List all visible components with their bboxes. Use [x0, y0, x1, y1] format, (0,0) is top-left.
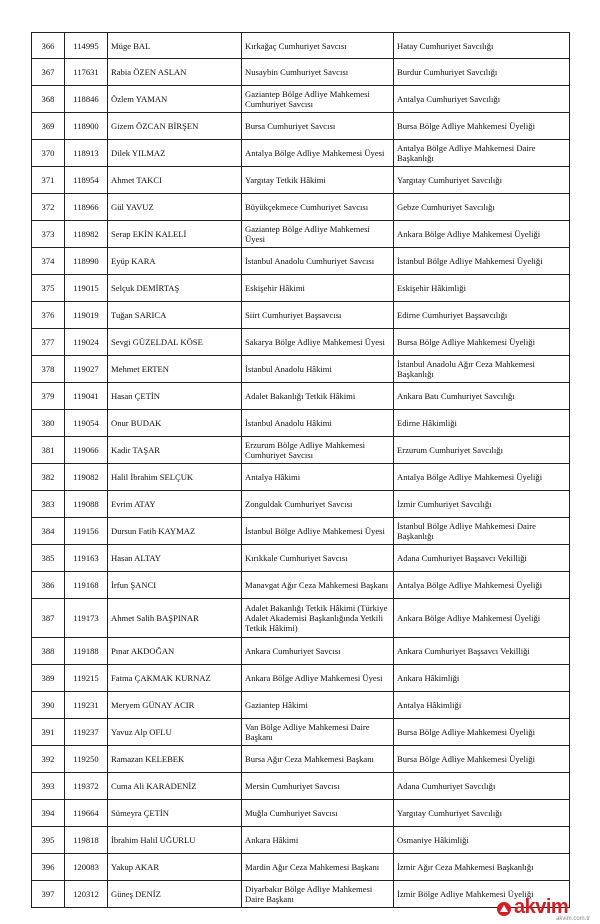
cell-registry-number: 119088 [65, 491, 108, 518]
table-row [32, 599, 570, 638]
table-row [32, 545, 570, 572]
cell-row-number: 388 [32, 638, 65, 665]
cell-full-name: Mehmet ERTEN [108, 356, 242, 383]
table-row [32, 33, 570, 59]
cell-full-name: Fatma ÇAKMAK KURNAZ [108, 665, 242, 692]
cell-current-position: Erzurum Bölge Adliye Mahkemesi Cumhuriyet Savcısı [242, 437, 394, 464]
cell-new-position: Adana Cumhuriyet Savcılığı [394, 773, 570, 800]
cell-registry-number: 119168 [65, 572, 108, 599]
cell-registry-number: 119041 [65, 383, 108, 410]
cell-new-position: İstanbul Bölge Adliye Mahkemesi Daire Başkanlığı [394, 518, 570, 545]
cell-new-position: Yargıtay Cumhuriyet Savcılığı [394, 167, 570, 194]
cell-current-position: Muğla Cumhuriyet Savcısı [242, 800, 394, 827]
cell-row-number: 377 [32, 329, 65, 356]
cell-current-position: Zonguldak Cumhuriyet Savcısı [242, 491, 394, 518]
table-row [32, 464, 570, 491]
cell-registry-number: 117631 [65, 59, 108, 86]
table-row [32, 140, 570, 167]
cell-full-name: Hasan ALTAY [108, 545, 242, 572]
cell-current-position: Van Bölge Adliye Mahkemesi Daire Başkanı [242, 719, 394, 746]
cell-full-name: Cuma Ali KARADENİZ [108, 773, 242, 800]
cell-registry-number: 119027 [65, 356, 108, 383]
cell-registry-number: 119054 [65, 410, 108, 437]
cell-full-name: Dilek YILMAZ [108, 140, 242, 167]
cell-new-position: İzmir Bölge Adliye Mahkemesi Üyeliği [394, 881, 570, 908]
cell-registry-number: 119372 [65, 773, 108, 800]
cell-registry-number: 119019 [65, 302, 108, 329]
cell-registry-number: 118966 [65, 194, 108, 221]
cell-new-position: İstanbul Anadolu Ağır Ceza Mahkemesi Başkanlığı [394, 356, 570, 383]
cell-current-position: Gaziantep Bölge Adliye Mahkemesi Üyesi [242, 221, 394, 248]
cell-new-position: Hatay Cumhuriyet Savcılığı [394, 33, 570, 59]
cell-current-position: Antalya Hâkimi [242, 464, 394, 491]
cell-row-number: 379 [32, 383, 65, 410]
cell-new-position: Adana Cumhuriyet Başsavcı Vekilliği [394, 545, 570, 572]
cell-current-position: Gaziantep Hâkimi [242, 692, 394, 719]
cell-full-name: Yavuz Alp OFLU [108, 719, 242, 746]
cell-current-position: Nusaybin Cumhuriyet Savcısı [242, 59, 394, 86]
table-row [32, 746, 570, 773]
cell-current-position: Adalet Bakanlığı Tetkik Hâkimi (Türkiye Adalet Akademisi Başkanlığında Yetkili Tetkik Hâkimi) [242, 599, 394, 638]
cell-new-position: Bursa Bölge Adliye Mahkemesi Üyeliği [394, 113, 570, 140]
cell-new-position: Bursa Bölge Adliye Mahkemesi Üyeliği [394, 329, 570, 356]
cell-current-position: Ankara Hâkimi [242, 827, 394, 854]
table-row [32, 719, 570, 746]
cell-row-number: 381 [32, 437, 65, 464]
cell-row-number: 385 [32, 545, 65, 572]
cell-row-number: 393 [32, 773, 65, 800]
cell-row-number: 384 [32, 518, 65, 545]
cell-full-name: Onur BUDAK [108, 410, 242, 437]
cell-full-name: Dursun Fatih KAYMAZ [108, 518, 242, 545]
cell-full-name: Ahmet Salih BAŞPINAR [108, 599, 242, 638]
table-row [32, 329, 570, 356]
cell-full-name: Selçuk DEMİRTAŞ [108, 275, 242, 302]
table-row [32, 638, 570, 665]
cell-row-number: 383 [32, 491, 65, 518]
cell-full-name: Güneş DENİZ [108, 881, 242, 908]
cell-row-number: 394 [32, 800, 65, 827]
cell-row-number: 375 [32, 275, 65, 302]
cell-full-name: Sevgi GÜZELDAL KÖSE [108, 329, 242, 356]
appointment-table [31, 32, 570, 908]
cell-registry-number: 119250 [65, 746, 108, 773]
table-row [32, 773, 570, 800]
cell-current-position: Kırıkkale Cumhuriyet Savcısı [242, 545, 394, 572]
cell-full-name: Ramazan KELEBEK [108, 746, 242, 773]
cell-row-number: 386 [32, 572, 65, 599]
cell-new-position: Bursa Bölge Adliye Mahkemesi Üyeliği [394, 719, 570, 746]
cell-full-name: Evrim ATAY [108, 491, 242, 518]
cell-full-name: Serap EKİN KALELİ [108, 221, 242, 248]
cell-row-number: 373 [32, 221, 65, 248]
brand-mark-icon [496, 901, 512, 917]
cell-row-number: 369 [32, 113, 65, 140]
table-row [32, 881, 570, 908]
cell-full-name: Kadir TAŞAR [108, 437, 242, 464]
cell-full-name: Özlem YAMAN [108, 86, 242, 113]
cell-row-number: 378 [32, 356, 65, 383]
table-row [32, 437, 570, 464]
table-row [32, 302, 570, 329]
cell-new-position: Antalya Hâkimliği [394, 692, 570, 719]
cell-current-position: Eskişehir Hâkimi [242, 275, 394, 302]
cell-new-position: İzmir Cumhuriyet Savcılığı [394, 491, 570, 518]
cell-registry-number: 119231 [65, 692, 108, 719]
cell-row-number: 396 [32, 854, 65, 881]
watermark-brand: akvim [514, 896, 569, 918]
cell-registry-number: 119156 [65, 518, 108, 545]
cell-row-number: 397 [32, 881, 65, 908]
cell-row-number: 372 [32, 194, 65, 221]
cell-current-position: Diyarbakır Bölge Adliye Mahkemesi Daire Başkanı [242, 881, 394, 908]
table-row [32, 665, 570, 692]
cell-current-position: Antalya Bölge Adliye Mahkemesi Üyesi [242, 140, 394, 167]
table-row [32, 248, 570, 275]
cell-registry-number: 114995 [65, 33, 108, 59]
table-row [32, 491, 570, 518]
cell-registry-number: 118846 [65, 86, 108, 113]
cell-new-position: Burdur Cumhuriyet Savcılığı [394, 59, 570, 86]
cell-new-position: Antalya Bölge Adliye Mahkemesi Üyeliği [394, 464, 570, 491]
cell-registry-number: 118900 [65, 113, 108, 140]
cell-current-position: Mardin Ağır Ceza Mahkemesi Başkanı [242, 854, 394, 881]
table-row [32, 383, 570, 410]
cell-full-name: Eyüp KARA [108, 248, 242, 275]
cell-new-position: Gebze Cumhuriyet Savcılığı [394, 194, 570, 221]
cell-new-position: Ankara Cumhuriyet Başsavcı Vekilliği [394, 638, 570, 665]
table-row [32, 518, 570, 545]
cell-new-position: Osmaniye Hâkimliği [394, 827, 570, 854]
cell-full-name: Gizem ÖZCAN BİRŞEN [108, 113, 242, 140]
table-row [32, 167, 570, 194]
cell-full-name: Pınar AKDOĞAN [108, 638, 242, 665]
cell-new-position: Antalya Bölge Adliye Mahkemesi Üyeliği [394, 572, 570, 599]
cell-full-name: İbrahim Halil UĞURLU [108, 827, 242, 854]
cell-new-position: İstanbul Bölge Adliye Mahkemesi Üyeliği [394, 248, 570, 275]
cell-row-number: 389 [32, 665, 65, 692]
cell-full-name: Rabia ÖZEN ASLAN [108, 59, 242, 86]
cell-registry-number: 119188 [65, 638, 108, 665]
cell-registry-number: 119163 [65, 545, 108, 572]
cell-registry-number: 118913 [65, 140, 108, 167]
cell-registry-number: 119237 [65, 719, 108, 746]
cell-row-number: 392 [32, 746, 65, 773]
cell-row-number: 368 [32, 86, 65, 113]
cell-row-number: 371 [32, 167, 65, 194]
cell-registry-number: 118990 [65, 248, 108, 275]
cell-current-position: İstanbul Anadolu Hâkimi [242, 410, 394, 437]
cell-new-position: Ankara Bölge Adliye Mahkemesi Üyeliği [394, 221, 570, 248]
cell-current-position: Siirt Cumhuriyet Başsavcısı [242, 302, 394, 329]
cell-new-position: Yargıtay Cumhuriyet Savcılığı [394, 800, 570, 827]
cell-current-position: Gaziantep Bölge Adliye Mahkemesi Cumhuriyet Savcısı [242, 86, 394, 113]
cell-row-number: 391 [32, 719, 65, 746]
cell-row-number: 382 [32, 464, 65, 491]
cell-new-position: Ankara Hâkimliği [394, 665, 570, 692]
cell-row-number: 374 [32, 248, 65, 275]
watermark-site: akvim.com.tr [555, 916, 590, 922]
table-row [32, 410, 570, 437]
cell-new-position: Edirne Cumhuriyet Başsavcılığı [394, 302, 570, 329]
cell-full-name: Ahmet TAKCI [108, 167, 242, 194]
cell-registry-number: 119215 [65, 665, 108, 692]
table-row [32, 854, 570, 881]
cell-new-position: Antalya Bölge Adliye Mahkemesi Daire Başkanlığı [394, 140, 570, 167]
table-row [32, 692, 570, 719]
cell-current-position: Bursa Ağır Ceza Mahkemesi Başkanı [242, 746, 394, 773]
cell-current-position: Bursa Cumhuriyet Savcısı [242, 113, 394, 140]
cell-registry-number: 119024 [65, 329, 108, 356]
cell-current-position: İstanbul Bölge Adliye Mahkemesi Üyesi [242, 518, 394, 545]
cell-registry-number: 120083 [65, 854, 108, 881]
cell-row-number: 380 [32, 410, 65, 437]
cell-row-number: 366 [32, 33, 65, 59]
cell-full-name: Halil İbrahim SELÇUK [108, 464, 242, 491]
cell-full-name: Meryem GÜNAY ACIR [108, 692, 242, 719]
table-row [32, 572, 570, 599]
cell-full-name: Yakup AKAR [108, 854, 242, 881]
cell-current-position: Kırkağaç Cumhuriyet Savcısı [242, 33, 394, 59]
table-row [32, 221, 570, 248]
cell-registry-number: 118982 [65, 221, 108, 248]
cell-registry-number: 119818 [65, 827, 108, 854]
table-row [32, 59, 570, 86]
cell-full-name: Sümeyra ÇETİN [108, 800, 242, 827]
cell-new-position: Erzurum Cumhuriyet Savcılığı [394, 437, 570, 464]
cell-current-position: Manavgat Ağır Ceza Mahkemesi Başkanı [242, 572, 394, 599]
cell-current-position: İstanbul Anadolu Cumhuriyet Savcısı [242, 248, 394, 275]
cell-new-position: Bursa Bölge Adliye Mahkemesi Üyeliği [394, 746, 570, 773]
cell-full-name: Tuğan SARICA [108, 302, 242, 329]
cell-current-position: Ankara Cumhuriyet Savcısı [242, 638, 394, 665]
cell-registry-number: 119015 [65, 275, 108, 302]
cell-row-number: 376 [32, 302, 65, 329]
cell-current-position: Sakarya Bölge Adliye Mahkemesi Üyesi [242, 329, 394, 356]
cell-row-number: 395 [32, 827, 65, 854]
cell-new-position: Ankara Bölge Adliye Mahkemesi Üyeliği [394, 599, 570, 638]
cell-full-name: İrfun ŞANCI [108, 572, 242, 599]
table-row [32, 827, 570, 854]
cell-registry-number: 119173 [65, 599, 108, 638]
cell-registry-number: 119082 [65, 464, 108, 491]
table-row [32, 356, 570, 383]
cell-row-number: 367 [32, 59, 65, 86]
cell-full-name: Müge BAL [108, 33, 242, 59]
table-body [32, 33, 570, 908]
cell-current-position: Büyükçekmece Cumhuriyet Savcısı [242, 194, 394, 221]
cell-registry-number: 119664 [65, 800, 108, 827]
cell-full-name: Hasan ÇETİN [108, 383, 242, 410]
cell-new-position: Ankara Batı Cumhuriyet Savcılığı [394, 383, 570, 410]
cell-full-name: Gül YAVUZ [108, 194, 242, 221]
cell-registry-number: 119066 [65, 437, 108, 464]
table-row [32, 800, 570, 827]
cell-registry-number: 118954 [65, 167, 108, 194]
cell-current-position: Ankara Bölge Adliye Mahkemesi Üyesi [242, 665, 394, 692]
cell-row-number: 390 [32, 692, 65, 719]
watermark-logo [496, 896, 592, 922]
cell-current-position: İstanbul Anadolu Hâkimi [242, 356, 394, 383]
table-row [32, 275, 570, 302]
cell-row-number: 387 [32, 599, 65, 638]
cell-row-number: 370 [32, 140, 65, 167]
cell-registry-number: 120312 [65, 881, 108, 908]
cell-current-position: Adalet Bakanlığı Tetkik Hâkimi [242, 383, 394, 410]
cell-current-position: Yargıtay Tetkik Hâkimi [242, 167, 394, 194]
table-row [32, 113, 570, 140]
table-row [32, 86, 570, 113]
cell-new-position: Eskişehir Hâkimliği [394, 275, 570, 302]
cell-new-position: İzmir Ağır Ceza Mahkemesi Başkanlığı [394, 854, 570, 881]
cell-new-position: Edirne Hâkimliği [394, 410, 570, 437]
cell-new-position: Antalya Cumhuriyet Savcılığı [394, 86, 570, 113]
table-row [32, 194, 570, 221]
cell-current-position: Mersin Cumhuriyet Savcısı [242, 773, 394, 800]
